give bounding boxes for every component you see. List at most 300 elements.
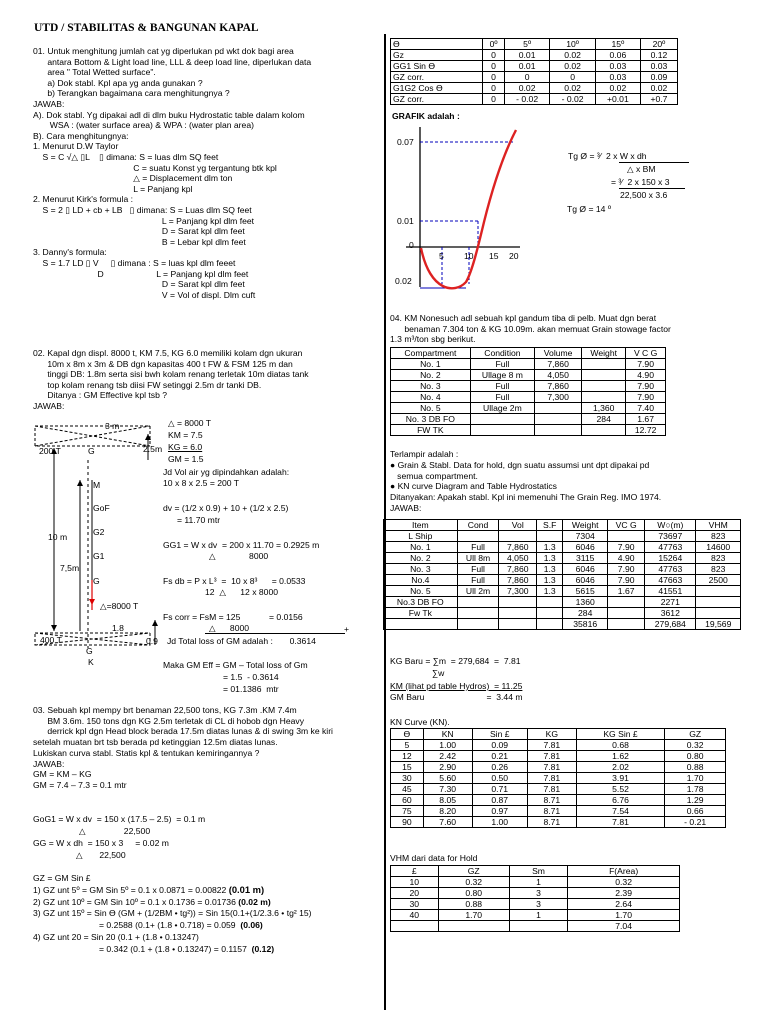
text-line: 03. Sebuah kpl mempy brt benaman 22,500 tons, KG 7.3m .KM 7.4m [33, 705, 297, 715]
table-cell: No.4 [384, 575, 458, 586]
table-cell: 0.32 [665, 740, 726, 751]
text-line: D L = Panjang kpl dlm feet [33, 268, 249, 279]
x-tick-10: 10 [464, 251, 474, 261]
table-cell: 0.09 [472, 740, 527, 751]
table-cell: Sin £ [472, 729, 527, 740]
table-cell: KG Sin £ [576, 729, 665, 740]
text-line: GM = KM – KG [33, 769, 92, 780]
table-cell: 1.3 [537, 586, 563, 597]
gz-table [390, 38, 678, 105]
table-cell: 15º [595, 39, 640, 50]
table-cell: KN [423, 729, 472, 740]
table-cell: 1,360 [582, 403, 626, 414]
table-cell: 0.80 [438, 888, 509, 899]
table-cell: 7.81 [576, 817, 665, 828]
table-row [391, 83, 678, 94]
table-cell: 3115 [563, 553, 608, 564]
calc-gm: GM = 1.5 [168, 454, 204, 464]
table-cell: Full [457, 542, 499, 553]
diagram-label-09: 0.9 [146, 636, 158, 646]
calc-vol2: 10 x 8 x 2.5 = 200 T [163, 478, 240, 488]
text-line: 1.3 m³/ton sbg berikut. [390, 334, 476, 345]
calc-gg: GG = W x dh = 150 x 3 = 0.02 m [33, 838, 169, 848]
table-cell [499, 531, 537, 542]
table-cell: Ө [391, 729, 424, 740]
text-line: GM = 7.4 – 7.3 = 0.1 mtr [33, 779, 127, 790]
table-row [391, 784, 726, 795]
table-cell [438, 921, 509, 932]
gm-baru: GM Baru = 3.44 m [390, 692, 523, 702]
table-cell [499, 619, 537, 630]
table-cell: 0.21 [472, 751, 527, 762]
calc-km: KM = 7.5 [168, 430, 203, 440]
table-cell: 823 [696, 564, 741, 575]
table-cell: 8.71 [527, 817, 576, 828]
table-cell: 0.88 [665, 762, 726, 773]
table-cell: G1G2 Cos Ө [391, 83, 483, 94]
table-cell: GZ corr. [391, 94, 483, 105]
table-cell: No. 1 [384, 542, 458, 553]
table-cell [535, 403, 582, 414]
table-cell: Ull 2m [457, 586, 499, 597]
text-line: BM 3.6m. 150 tons dgn KG 2.5m terletak di CL di hobob dgn Heavy [33, 715, 305, 726]
table-cell: KG [527, 729, 576, 740]
tg-formula-3: Tg Ø = 14 º [567, 204, 611, 214]
tg-formula-1-den: △ x BM [627, 164, 656, 174]
table-cell: 7,860 [535, 381, 582, 392]
table-cell: 3 [509, 888, 568, 899]
table-cell [509, 921, 568, 932]
table-cell: +0.01 [595, 94, 640, 105]
table-cell [537, 619, 563, 630]
table-cell: F(Area) [568, 866, 680, 877]
table-cell: 0.02 [550, 83, 595, 94]
table-cell: 1.3 [537, 564, 563, 575]
table-cell [537, 597, 563, 608]
table-row [391, 414, 666, 425]
vhm-title: VHM dari data for Hold [390, 853, 478, 863]
table-row [384, 608, 741, 619]
table-cell: 0.80 [665, 751, 726, 762]
table-cell: - 0.21 [665, 817, 726, 828]
table-cell: 1 [509, 877, 568, 888]
table-cell: GG1 Sin Ө [391, 61, 483, 72]
table-row [391, 773, 726, 784]
table-cell: 7.04 [568, 921, 680, 932]
vhm-table [390, 865, 680, 932]
table-cell: 47763 [645, 564, 696, 575]
table-cell [537, 531, 563, 542]
table-cell: 0.97 [472, 806, 527, 817]
y-tick-002: 0.02 [395, 276, 412, 286]
table-cell: 10º [550, 39, 595, 50]
text-line: JAWAB: [33, 99, 65, 109]
text-line: A). Dok stabl. Yg dipakai adl di dlm buku Hydrostatic table dalam kolom [33, 109, 305, 120]
table-cell: 0.50 [472, 773, 527, 784]
table-cell: V C G [626, 348, 666, 359]
calc-fsdb: Fs db = P x L³ = 10 x 8³ = 0.0533 [163, 576, 306, 586]
table-cell: 1.67 [608, 586, 645, 597]
table-cell: 1.29 [665, 795, 726, 806]
table-cell: 5 [391, 740, 424, 751]
table-cell: 0.32 [438, 877, 509, 888]
table-header-cell: VC G [608, 520, 645, 531]
text-line: JAWAB: [33, 401, 65, 411]
text-line: 2. Menurut Kirk's formula : [33, 194, 134, 205]
sum-line [205, 633, 345, 634]
text-line: WSA : (water surface area) & WPA : (water plan area) [33, 120, 254, 131]
table-cell [696, 608, 741, 619]
diagram-label-200t: 200 T [39, 446, 61, 456]
table-cell: No. 2 [391, 370, 471, 381]
stability-chart [380, 122, 540, 302]
table-cell: 7.90 [608, 542, 645, 553]
table-header-cell: Item [384, 520, 458, 531]
text-line: Ditanya : GM Effective kpl tsb ? [33, 390, 168, 401]
table-cell: 7,860 [499, 564, 537, 575]
table-cell: 0.03 [595, 72, 640, 83]
calc-gz3: 3) GZ unt 15º = Sin Ө (GM + (1/2BM • tg²)) = Sin 15(0.1+(1/2.3.6 • tg² 15) [33, 908, 312, 918]
text-line: ● KN curve Diagram and Table Hydrostatics [390, 481, 557, 492]
table-cell: 30 [391, 899, 439, 910]
table-row [391, 39, 678, 50]
table-row [391, 795, 726, 806]
table-cell [499, 608, 537, 619]
table-cell: 0.03 [640, 61, 677, 72]
text-line: top kolam renang tsb diisi FW setinggi 2.5m dr tanki DB. [33, 379, 262, 390]
text-line: tinggi DB: 1.8m serta sisi bwh kolam renang terletak 10m diatas tank [33, 369, 309, 380]
table-cell: 1.70 [438, 910, 509, 921]
table-cell: 6046 [563, 542, 608, 553]
table-cell: +0.7 [640, 94, 677, 105]
table-header-cell: Vol [499, 520, 537, 531]
diagram-label-gof: GoF [93, 503, 110, 513]
text-line: a) Dok stabl. Kpl apa yg anda gunakan ? [33, 77, 203, 88]
table-cell: 45 [391, 784, 424, 795]
table-row [384, 542, 741, 553]
table-cell: 0.26 [472, 762, 527, 773]
table-cell: 0 [483, 83, 505, 94]
table-cell [384, 619, 458, 630]
x-tick-20: 20 [509, 251, 519, 261]
table-cell [608, 531, 645, 542]
kn-table [390, 728, 726, 828]
tg-formula-2-den: 22,500 x 3.6 [620, 190, 668, 200]
table-cell: 3.91 [576, 773, 665, 784]
table-cell: 30 [391, 773, 424, 784]
table-cell: 90 [391, 817, 424, 828]
table-row [391, 348, 666, 359]
text-line: B). Cara menghitungnya: [33, 130, 129, 141]
table-cell: 7.90 [608, 564, 645, 575]
table-cell [457, 531, 499, 542]
table-cell: 823 [696, 553, 741, 564]
table-row [384, 597, 741, 608]
table-cell: 0 [550, 72, 595, 83]
table-cell: 0 [483, 94, 505, 105]
table-cell: No. 5 [384, 586, 458, 597]
table-cell: L Ship [384, 531, 458, 542]
table-cell [608, 608, 645, 619]
table-cell: 41551 [645, 586, 696, 597]
table-cell [535, 414, 582, 425]
table-cell: 7.90 [626, 392, 666, 403]
calc-fscorr-den: △ 8000 [209, 623, 250, 633]
table-cell: 1.70 [568, 910, 680, 921]
table-cell: 1.3 [537, 542, 563, 553]
table-cell: Ullage 2m [470, 403, 534, 414]
text-line: semua compartment. [390, 470, 478, 481]
calc-gg1: GG1 = W x dv = 200 x 11.70 = 0.2925 m [163, 540, 320, 550]
table-row [384, 586, 741, 597]
table-row [384, 553, 741, 564]
table-cell: 2.90 [423, 762, 472, 773]
table-cell: Condition [470, 348, 534, 359]
table-cell: 7.81 [527, 740, 576, 751]
calc-fscorr: Fs corr = FsM = 125 = 0.0156 [163, 612, 303, 622]
calc-plus: + [344, 624, 350, 634]
diagram-label-k: K [88, 657, 94, 667]
tg-formula-2: = ³⁄ 2 x 150 x 3 [611, 177, 670, 187]
table-row [384, 575, 741, 586]
diagram-label-m: M [93, 480, 101, 490]
calc-eff1: Maka GM Eff = GM – Total loss of Gm [163, 660, 308, 670]
table-cell: 0 [483, 61, 505, 72]
table-cell: 20 [391, 888, 439, 899]
diagram-label-75m: 7,5m [60, 563, 80, 573]
table-cell: 7.90 [626, 359, 666, 370]
diagram-label-18: 1.8 [112, 623, 124, 633]
kn-curve-title: KN Curve (KN). [390, 717, 450, 727]
table-cell: 2271 [645, 597, 696, 608]
table-cell: 10 [391, 877, 439, 888]
table-cell: 20º [640, 39, 677, 50]
calc-gz4a: = 0.342 (0.1 + (1.8 • 0.13247) = 0.1157 (0.12) [99, 944, 275, 954]
table-cell: Weight [582, 348, 626, 359]
table-cell: 8.05 [423, 795, 472, 806]
text-line: Ditanyakan: Apakah stabl. Kpl ini memenuhi The Grain Reg. IMO 1974. [390, 492, 662, 503]
table-cell: 4,050 [499, 553, 537, 564]
table-cell: 7,300 [499, 586, 537, 597]
table-cell: 7304 [563, 531, 608, 542]
table-cell: 7.30 [423, 784, 472, 795]
table-cell: 7.81 [527, 773, 576, 784]
table-cell: - 0.02 [504, 94, 549, 105]
table-cell [499, 597, 537, 608]
table-row [391, 888, 680, 899]
calc-fsdb-den: 12 △ 12 x 8000 [205, 587, 279, 597]
table-cell: 8.71 [527, 806, 576, 817]
calc-gz1: 1) GZ unt 5º = GM Sin 5º = 0.1 x 0.0871 = 0.00822 (0.01 m) [33, 884, 265, 895]
y-tick-0: 0 [409, 240, 414, 250]
diagram-label-g: G [88, 446, 95, 456]
table-cell: 8.71 [527, 795, 576, 806]
calc-vol1: Jd Vol air yg dipindahkan adalah: [163, 467, 290, 477]
calc-eff3: = 01.1386 mtr [223, 684, 279, 694]
table-cell: 284 [582, 414, 626, 425]
table-cell: 284 [563, 608, 608, 619]
table-cell: 3612 [645, 608, 696, 619]
table-cell: Volume [535, 348, 582, 359]
text-line: L = Panjang kpl [33, 183, 193, 194]
text-line: b) Terangkan bagaimana cara menghitungnya ? [33, 88, 230, 99]
text-line: V = Vol of displ. Dlm cuft [33, 289, 256, 300]
table-cell: 75 [391, 806, 424, 817]
table-row [391, 899, 680, 910]
diagram-label-10m: 10 m [48, 532, 68, 542]
table-cell: No. 3 [391, 381, 471, 392]
table-cell: 823 [696, 531, 741, 542]
text-line: JAWAB: [390, 503, 422, 513]
table-row [391, 866, 680, 877]
text-line: △ = Displacement dlm ton [33, 173, 233, 184]
text-line: antara Bottom & Light load line, LLL & deep load line, diperlukan data [33, 56, 312, 67]
table-cell: FW TK [391, 425, 471, 436]
table-cell: 0 [483, 50, 505, 61]
table-cell: No. 5 [391, 403, 471, 414]
table-header-cell: Cond [457, 520, 499, 531]
table-cell: 0.09 [640, 72, 677, 83]
table-cell: 0.02 [550, 50, 595, 61]
table-cell: Full [470, 392, 534, 403]
table-cell: GZ corr. [391, 72, 483, 83]
calc-eff2: = 1.5 - 0.3614 [223, 672, 279, 682]
table-cell: 0.87 [472, 795, 527, 806]
table-cell: Full [470, 359, 534, 370]
text-line: D = Sarat kpl dlm feet [33, 279, 245, 290]
table-cell: Gz [391, 50, 483, 61]
calc-gg1-den: △ 8000 [209, 551, 269, 561]
table-cell: 5615 [563, 586, 608, 597]
table-cell: 279,684 [645, 619, 696, 630]
table-cell: 14600 [696, 542, 741, 553]
tg-fraction-line-2 [619, 188, 685, 189]
table-cell: No. 3 [384, 564, 458, 575]
table-cell [457, 608, 499, 619]
table-cell: Ull 8m [457, 553, 499, 564]
compartment-table [390, 347, 666, 436]
table-cell: 7.81 [527, 762, 576, 773]
table-cell: 1.3 [537, 575, 563, 586]
table-row [384, 619, 741, 630]
table-cell: 7.81 [527, 784, 576, 795]
text-line: 04. KM Nonesuch adl sebuah kpl gandum tiba di pelb. Muat dgn berat [390, 313, 657, 323]
table-cell: 0.02 [550, 61, 595, 72]
calc-gz3a: = 0.2588 (0.1+ (1.8 • 0.718) = 0.059 (0.06) [99, 920, 263, 930]
calc-kg: KG = 6.0 [168, 442, 203, 452]
table-cell: 0 [483, 72, 505, 83]
table-cell: 7,860 [535, 359, 582, 370]
table-cell: 7.60 [423, 817, 472, 828]
table-row [391, 877, 680, 888]
text-line: derrick kpl dgn Head block berada 17.5m diatas lunas & di swing 3m ke kiri [33, 726, 333, 737]
table-cell: 0.02 [504, 83, 549, 94]
table-cell: Ullage 8 m [470, 370, 534, 381]
calc-gog1-den: △ 22,500 [79, 826, 151, 836]
tg-formula-1: Tg Ø = ³⁄ 2 x W x dh [568, 151, 647, 161]
table-row [391, 910, 680, 921]
table-cell: 0.01 [504, 50, 549, 61]
calc-gz4: 4) GZ unt 20 = Sin 20 (0.1 + (1.8 • 0.13247) [33, 932, 199, 942]
diagram-label-400t: 400 T [40, 635, 62, 645]
table-row [391, 817, 726, 828]
table-cell: 2.64 [568, 899, 680, 910]
table-cell: Full [470, 381, 534, 392]
table-row [391, 751, 726, 762]
table-cell: 2.39 [568, 888, 680, 899]
calc-dv1: dv = (1/2 x 0.9) + 10 + (1/2 x 2.5) [163, 503, 289, 513]
table-row [391, 729, 726, 740]
text-line: area " Total Wetted surface". [33, 67, 156, 78]
table-row [391, 425, 666, 436]
table-cell: No.3 DB FO [384, 597, 458, 608]
table-cell: Ө [391, 39, 483, 50]
y-tick-001: 0.01 [397, 216, 414, 226]
table-cell: 60 [391, 795, 424, 806]
table-cell [608, 597, 645, 608]
text-line: benaman 7.304 ton & KG 10.09m. akan memuat Grain stowage factor [390, 323, 671, 334]
diagram-label-25m: 2.5m [143, 444, 163, 454]
text-line: ● Grain & Stabl. Data for hold, dgn suatu assumsi unt dpt dipakai pd [390, 459, 650, 470]
table-cell: 7.81 [527, 751, 576, 762]
table-cell: 7,300 [535, 392, 582, 403]
table-cell [696, 597, 741, 608]
table-row [391, 72, 678, 83]
table-cell: Full [457, 575, 499, 586]
table-header-cell: W○(m) [645, 520, 696, 531]
table-cell: 0.03 [595, 61, 640, 72]
table-cell: 15 [391, 762, 424, 773]
table-cell: 0º [483, 39, 505, 50]
calc-gz2: 2) GZ unt 10º = GM Sin 10º = 0.1 x 0.1736 = 0.01736 (0.02 m) [33, 897, 271, 907]
table-cell: Compartment [391, 348, 471, 359]
table-header-cell: Weight [563, 520, 608, 531]
table-cell: 12 [391, 751, 424, 762]
table-cell: GZ [438, 866, 509, 877]
table-cell: 5.60 [423, 773, 472, 784]
table-cell: 15264 [645, 553, 696, 564]
table-row [391, 806, 726, 817]
table-row [391, 403, 666, 414]
table-cell: 4,050 [535, 370, 582, 381]
table-row [391, 50, 678, 61]
table-row [391, 921, 680, 932]
text-line: S = C √△ ▯L ▯ dimana: S = luas dlm SQ feet [33, 152, 219, 162]
table-cell: 1 [509, 910, 568, 921]
table-cell: 6046 [563, 564, 608, 575]
calc-disp: △ = 8000 T [168, 418, 212, 428]
table-cell: £ [391, 866, 439, 877]
text-line: B = Lebar kpl dlm feet [33, 236, 246, 247]
table-cell: 0 [504, 72, 549, 83]
table-cell: 47763 [645, 542, 696, 553]
table-cell: 4.90 [626, 370, 666, 381]
table-cell: Fw Tk [384, 608, 458, 619]
table-cell [582, 381, 626, 392]
table-cell: GZ [665, 729, 726, 740]
table-cell: 7,860 [499, 542, 537, 553]
diagram-label-g-bottom: G [86, 646, 93, 656]
table-cell: 5º [504, 39, 549, 50]
table-header-row [384, 520, 741, 531]
table-cell: Full [457, 564, 499, 575]
x-tick-5: 5 [439, 251, 444, 261]
text-line: 1. Menurut D.W Taylor [33, 141, 119, 152]
table-row [384, 531, 741, 542]
text-line: L = Panjang kpl dlm feet [33, 215, 255, 226]
table-cell: No. 4 [391, 392, 471, 403]
calc-dv2: = 11.70 mtr [177, 515, 221, 525]
